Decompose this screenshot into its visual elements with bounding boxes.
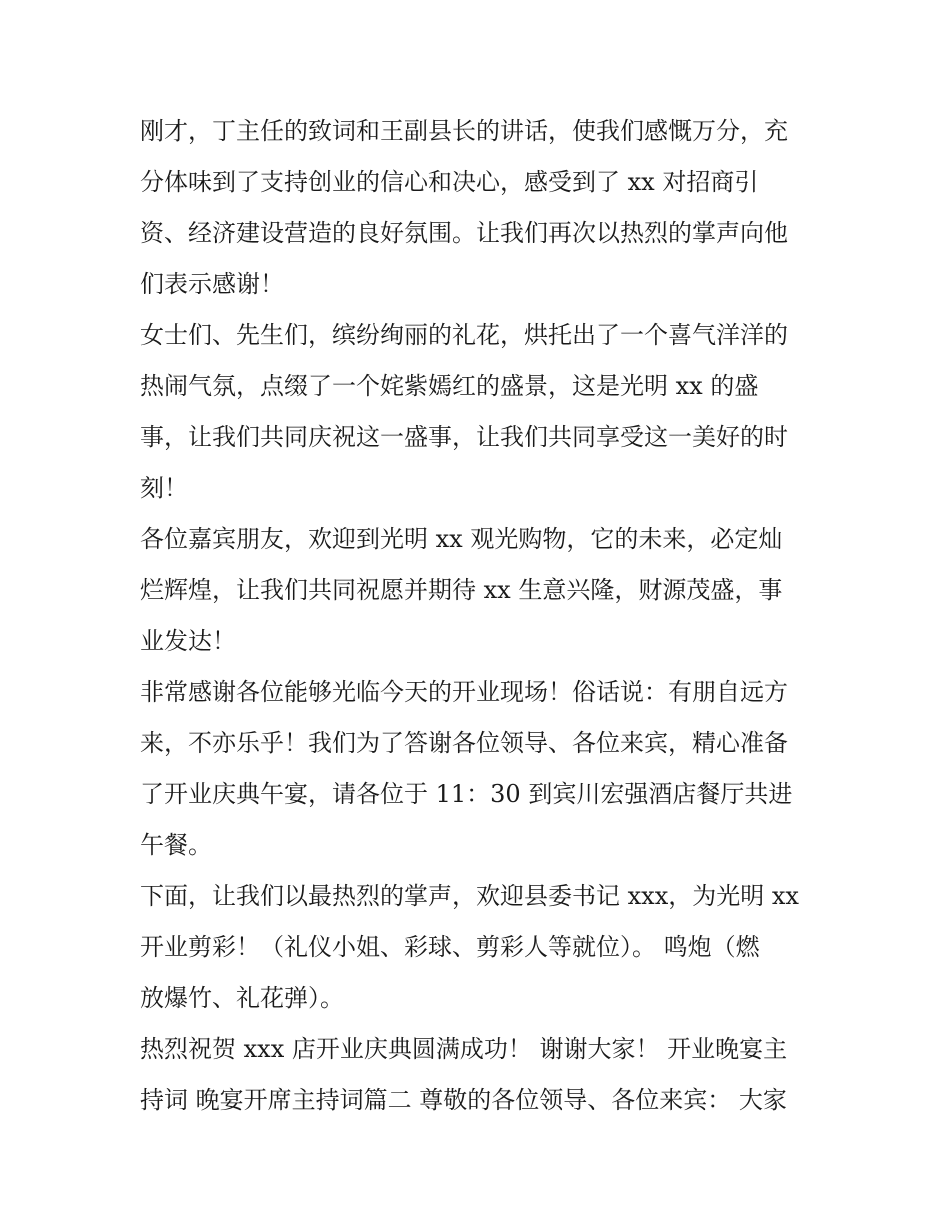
text-line: 热烈祝贺 xxx 店开业庆典圆满成功！ 谢谢大家！ 开业晚宴主 <box>140 1035 788 1063</box>
document-body <box>140 106 812 1126</box>
text-line: 资、经济建设营造的良好氛围。让我们再次以热烈的掌声向他 <box>140 219 788 247</box>
text-line: 刚才，丁主任的致词和王副县长的讲话，使我们感慨万分，充 <box>140 117 788 145</box>
text-line: 开业剪彩！（礼仪小姐、彩球、剪彩人等就位）。 鸣炮（燃 <box>140 933 760 961</box>
text-line: 放爆竹、礼花弹）。 <box>140 984 344 1012</box>
text-line: 业发达！ <box>140 627 236 655</box>
text-line: 了开业庆典午宴，请各位于 11：30 到宾川宏强酒店餐厅共进 <box>140 780 793 808</box>
text-line: 们表示感谢！ <box>140 270 284 298</box>
text-line: 热闹气氛，点缀了一个姹紫嫣红的盛景，这是光明 xx 的盛 <box>140 372 759 400</box>
text-line: 持词 晚宴开席主持词篇二 尊敬的各位领导、各位来宾： 大家 <box>140 1086 787 1114</box>
text-line: 刻！ <box>140 474 188 502</box>
text-line: 烂辉煌，让我们共同祝愿并期待 xx 生意兴隆，财源茂盛，事 <box>140 576 783 604</box>
text-line: 来，不亦乐乎！我们为了答谢各位领导、各位来宾，精心准备 <box>140 729 788 757</box>
text-line: 女士们、先生们，缤纷绚丽的礼花，烘托出了一个喜气洋洋的 <box>140 321 788 349</box>
text-line: 下面，让我们以最热烈的掌声，欢迎县委书记 xxx，为光明 xx <box>140 882 799 910</box>
text-line: 午餐。 <box>140 831 212 859</box>
text-line: 分体味到了支持创业的信心和决心，感受到了 xx 对招商引 <box>140 168 759 196</box>
text-line: 非常感谢各位能够光临今天的开业现场！俗话说：有朋自远方 <box>140 678 788 706</box>
text-line: 事，让我们共同庆祝这一盛事，让我们共同享受这一美好的时 <box>140 423 788 451</box>
text-line: 各位嘉宾朋友，欢迎到光明 xx 观光购物，它的未来，必定灿 <box>140 525 783 553</box>
